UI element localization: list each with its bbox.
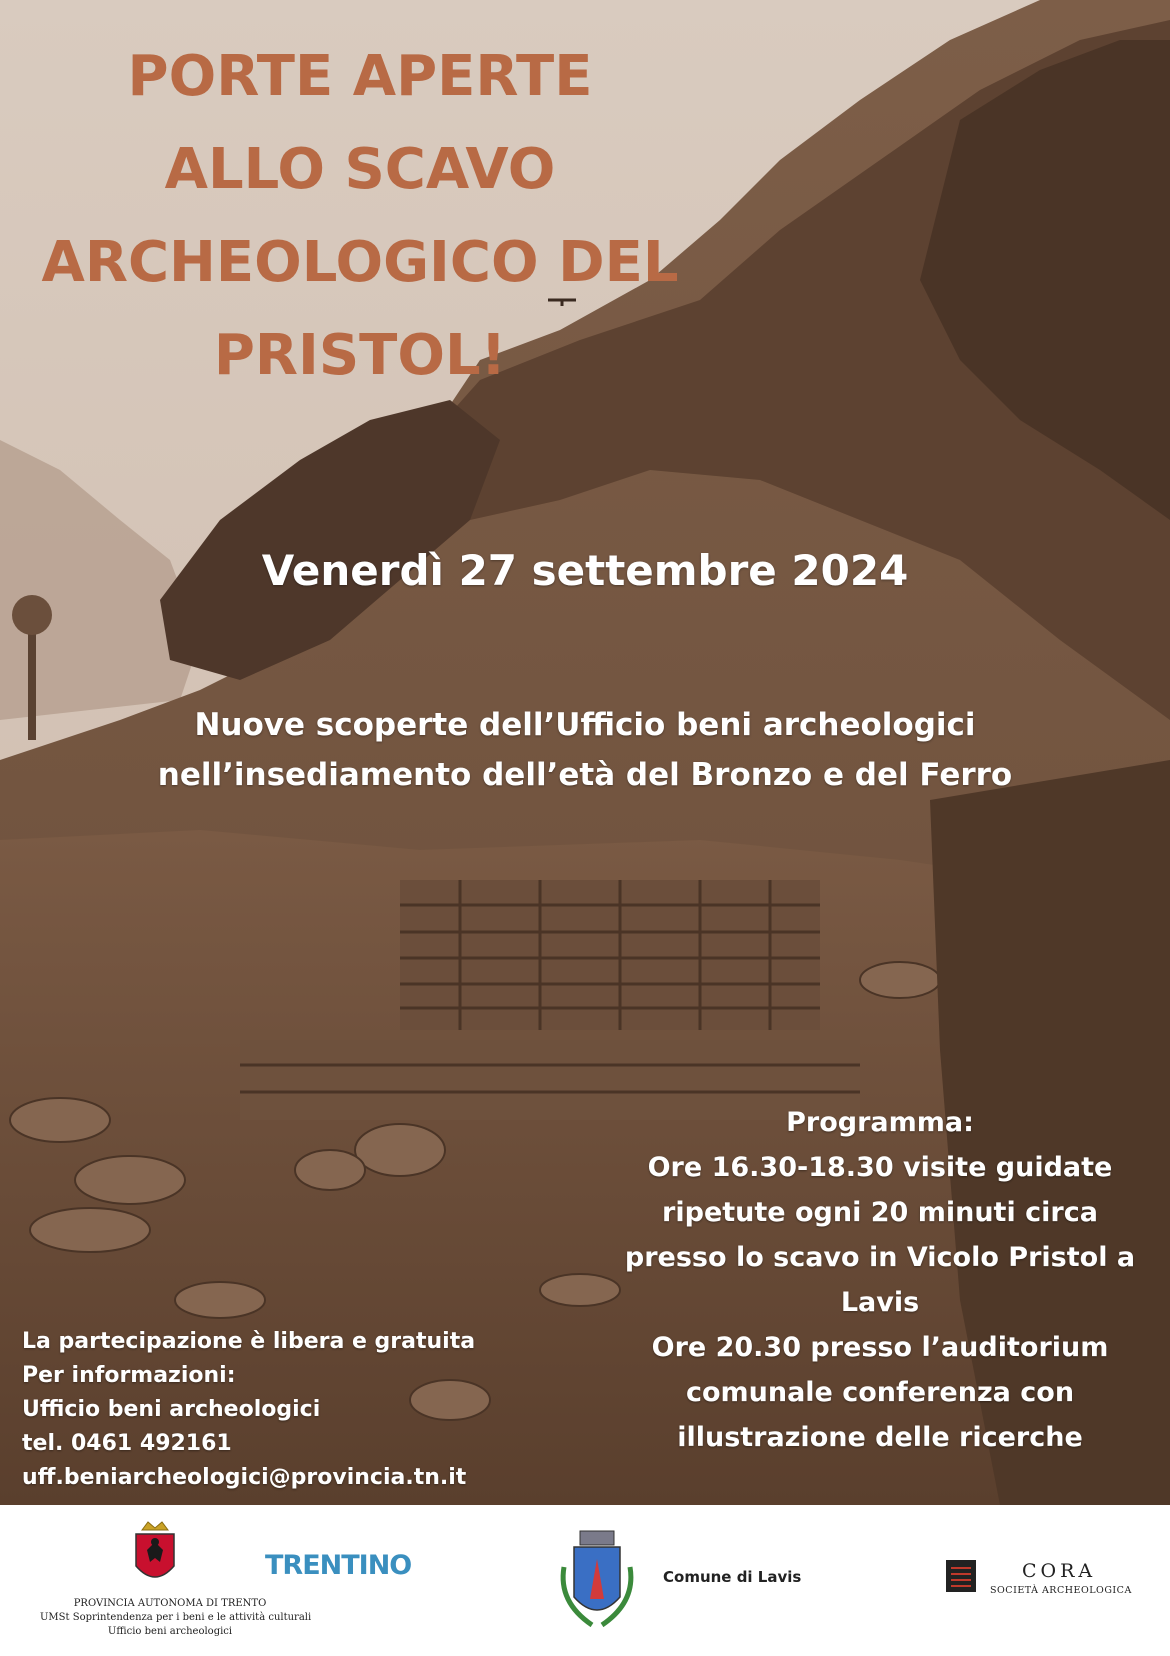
event-date: Venerdì 27 settembre 2024 xyxy=(261,546,909,595)
lavis-crest-logo xyxy=(552,1527,642,1637)
title-line-2: ALLO SCAVO xyxy=(164,137,556,202)
participation-note: La partecipazione è libera e gratuita xyxy=(22,1329,476,1354)
poster-title xyxy=(20,30,700,402)
event-subtitle xyxy=(60,700,1110,800)
provincia-crest-logo xyxy=(130,1518,180,1593)
title-line-1: PORTE APERTE xyxy=(127,44,593,109)
info-phone: tel. 0461 492161 xyxy=(22,1431,232,1456)
provincia-line-2: UMSt Soprintendenza per i beni e le attività culturali xyxy=(40,1612,312,1623)
subtitle-line-2: nell’insediamento dell’età del Bronzo e del Ferro xyxy=(157,757,1013,793)
program-line: presso lo scavo in Vicolo Pristol a xyxy=(624,1242,1136,1273)
program-line: ripetute ogni 20 minuti circa xyxy=(662,1197,1098,1228)
title-line-4: PRISTOL! xyxy=(213,323,507,388)
provincia-line-3: Ufficio beni archeologici xyxy=(107,1626,233,1637)
info-office: Ufficio beni archeologici xyxy=(22,1397,321,1422)
subtitle-line-1: Nuove scoperte dell’Ufficio beni archeologici xyxy=(194,707,976,743)
program-line: Lavis xyxy=(840,1287,920,1318)
provincia-line-1: PROVINCIA AUTONOMA DI TRENTO xyxy=(73,1598,267,1609)
cora-name: CORA xyxy=(1022,1560,1097,1582)
program-line: comunale conferenza con xyxy=(685,1377,1075,1408)
cora-subtitle: SOCIETÀ ARCHEOLOGICA xyxy=(990,1585,1132,1596)
program-line: illustrazione delle ricerche xyxy=(677,1422,1083,1453)
program-line: Ore 20.30 presso l’auditorium xyxy=(651,1332,1109,1363)
lavis-label: Comune di Lavis xyxy=(663,1568,802,1586)
program-block xyxy=(590,1100,1170,1460)
program-line: Ore 16.30-18.30 visite guidate xyxy=(647,1152,1113,1183)
provincia-text xyxy=(40,1597,312,1639)
info-email: uff.beniarcheologici@provincia.tn.it xyxy=(22,1465,467,1490)
title-line-3: ARCHEOLOGICO DEL xyxy=(41,230,679,295)
cora-logo-mark xyxy=(946,1560,976,1592)
logo-footer xyxy=(0,1505,1170,1656)
info-block xyxy=(22,1325,562,1495)
info-heading: Per informazioni: xyxy=(22,1363,236,1388)
trentino-logo: TRENTINO xyxy=(265,1550,412,1581)
program-heading: Programma: xyxy=(786,1107,974,1138)
